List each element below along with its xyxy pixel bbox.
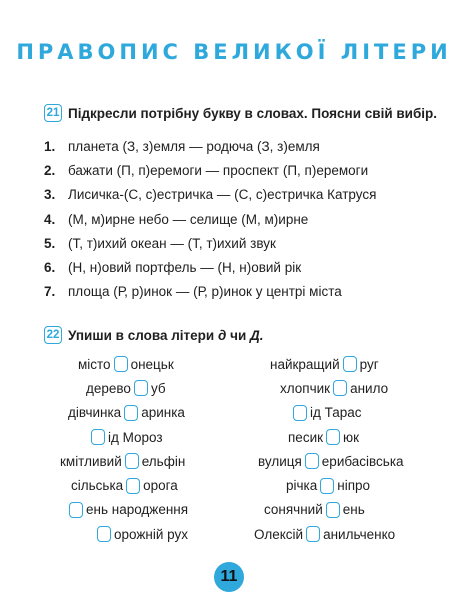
page-number: 11 [214,562,244,592]
item-text: планета (З, з)емля — родюча (З, з)емля [68,138,320,154]
word-part: дівчинка [68,405,122,421]
list-item [44,207,444,231]
item-text: (Т, т)ихий океан — (Т, т)ихий звук [68,235,276,251]
word-part: ід Тарас [310,405,362,421]
list-item [44,158,444,182]
item-number: 7. [44,284,56,300]
answer-box[interactable] [326,502,340,518]
word-part: річка [286,478,318,494]
answer-box[interactable] [293,405,307,421]
list-item [60,449,220,473]
word-part: Олексій [254,526,304,542]
or-word: чи [230,327,247,343]
word-part: уб [150,380,166,396]
list-item [60,352,220,376]
answer-box[interactable] [343,356,357,372]
task-21-header [44,104,437,122]
word-part: аринка [141,405,185,421]
item-text: бажати (П, п)еремоги — проспект (П, п)еремоги [68,162,369,178]
item-text: (Н, н)овий портфель — (Н, н)овий рік [68,260,302,276]
task-number-badge: 21 [44,104,62,122]
word-part: ерибасівська [321,453,404,469]
answer-box[interactable] [69,502,83,518]
answer-box[interactable] [305,453,319,469]
answer-box[interactable] [125,453,139,469]
word-part: ень народження [86,502,189,518]
item-number: 1. [44,138,56,154]
item-text: площа (Р, р)инок — (Р, р)инок у центрі міста [68,284,342,300]
word-part: місто [78,356,111,372]
word-part: ень [342,502,365,518]
list-item [252,425,452,449]
item-number: 6. [44,260,56,276]
answer-box[interactable] [326,429,340,445]
letter-lower: д [217,327,227,343]
word-part: орога [143,478,178,494]
word-part: ніпро [337,478,371,494]
list-item [60,498,220,522]
word-part: хлопчик [280,380,331,396]
answer-box[interactable] [124,405,138,421]
list-item [252,522,452,546]
answer-box[interactable] [306,526,320,542]
answer-box[interactable] [126,478,140,494]
list-item [252,376,452,400]
word-part: онецьк [130,356,174,372]
list-item [60,401,220,425]
list-item [44,183,444,207]
list-item [60,425,220,449]
letter-upper: Д. [250,327,264,343]
task-22-right-column [252,352,452,546]
task-instruction: Підкресли потрібну букву в словах. Поясни свій вибір. [68,105,438,121]
item-number: 3. [44,187,56,203]
list-item [60,522,220,546]
item-text: Лисичка-(С, с)естричка — (С, с)естричка Катруся [68,187,377,203]
list-item [252,352,452,376]
word-part: песик [288,429,324,445]
item-number: 4. [44,211,56,227]
word-part: ід Мороз [108,429,163,445]
task-21-list [44,134,444,304]
list-item [44,134,444,158]
page-title: ПРАВОПИС ВЕЛИКОЇ ЛІТЕРИ [16,40,452,64]
task-number-badge: 22 [44,326,62,344]
word-part: кмітливий [60,453,122,469]
word-part: сільська [71,478,124,494]
word-part: юк [343,429,360,445]
answer-box[interactable] [97,526,111,542]
item-number: 5. [44,235,56,251]
list-item [44,255,444,279]
answer-box[interactable] [114,356,128,372]
item-number: 2. [44,162,56,178]
list-item [44,231,444,255]
task-instruction: Упиши в слова літери [68,327,215,343]
list-item [252,449,452,473]
word-part: руг [359,356,379,372]
word-part: найкращий [270,356,340,372]
list-item [60,376,220,400]
word-part: орожній рух [114,526,189,542]
task-22-left-column [60,352,220,546]
item-text: (М, м)ирне небо — селище (М, м)ирне [68,211,309,227]
list-item [252,401,452,425]
answer-box[interactable] [333,380,347,396]
word-part: анило [350,380,389,396]
word-part: анильченко [323,526,396,542]
task-22-header [44,326,264,344]
word-part: вулиця [258,453,302,469]
list-item [252,498,452,522]
word-part: дерево [86,380,131,396]
answer-box[interactable] [134,380,148,396]
answer-box[interactable] [91,429,105,445]
word-part: сонячний [264,502,323,518]
answer-box[interactable] [320,478,334,494]
list-item [252,473,452,497]
list-item [44,280,444,304]
word-part: ельфін [141,453,186,469]
list-item [60,473,220,497]
